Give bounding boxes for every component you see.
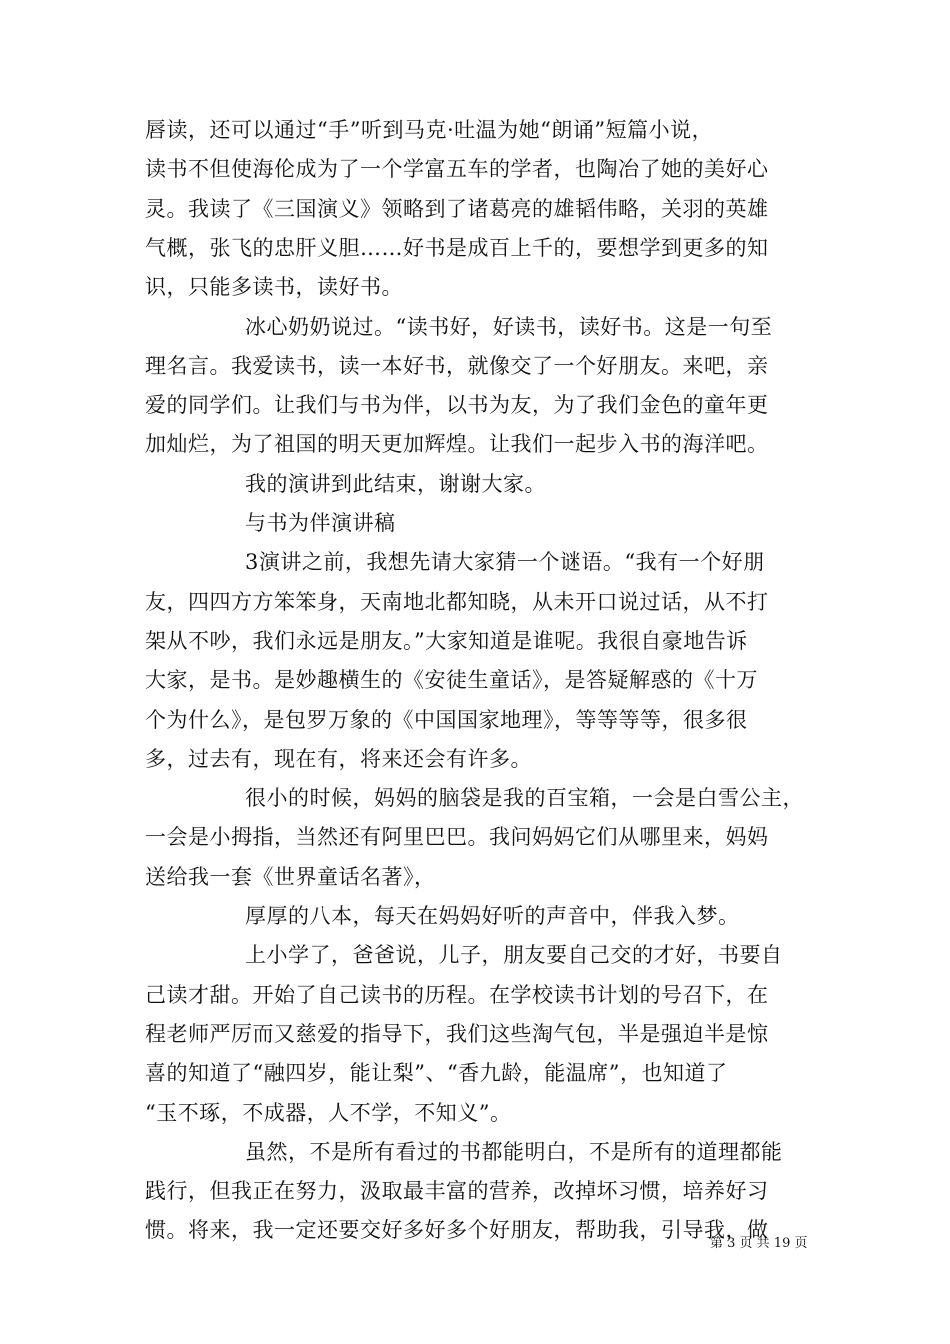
- body-text-line: 大家，是书。是妙趣横生的《安徒生童话》，是答疑解惑的《十万: [145, 668, 758, 692]
- paragraph-first-line: 3演讲之前，我想先请大家猜一个谜语。“我有一个好朋: [245, 550, 765, 574]
- section-title: 与书为伴演讲稿: [245, 511, 396, 535]
- body-text-line: 灵。我读了《三国演义》领略到了诸葛亮的雄韬伟略，关羽的英雄: [145, 197, 769, 221]
- paragraph-first-line: 冰心奶奶说过。“读书好，好读书，读好书。这是一句至: [245, 315, 773, 339]
- body-text-line: 识，只能多读书，读好书。: [145, 275, 403, 299]
- body-text-line: “玉不琢，不成器，人不学，不知义”。: [145, 1101, 512, 1125]
- paragraph-first-line: 很小的时候，妈妈的脑袋是我的百宝箱，一会是白雪公主，: [245, 786, 804, 810]
- body-text-line: 喜的知道了“融四岁，能让梨”、“香九龄，能温席”，也知道了: [145, 1061, 728, 1085]
- paragraph-first-line: 上小学了，爸爸说，儿子，朋友要自己交的才好，书要自: [245, 943, 783, 967]
- body-text-line: 唇读，还可以通过“手”听到马克·吐温为她“朗诵”短篇小说，: [145, 118, 714, 142]
- body-text-line: 己读才甜。开始了自己读书的历程。在学校读书计划的号召下，在: [145, 983, 769, 1007]
- body-text-line: 架从不吵，我们永远是朋友。”大家知道是谁呢。我很自豪地告诉: [145, 629, 748, 653]
- body-text-line: 惯。将来，我一定还要交好多好多个好朋友，帮助我，引导我，做: [145, 1218, 769, 1242]
- paragraph-first-line: 虽然，不是所有看过的书都能明白，不是所有的道理都能: [245, 1140, 783, 1164]
- paragraph-first-line: 我的演讲到此结束，谢谢大家。: [245, 472, 546, 496]
- body-text-line: 读书不但使海伦成为了一个学富五车的学者，也陶冶了她的美好心: [145, 157, 769, 181]
- body-text-line: 一会是小拇指，当然还有阿里巴巴。我问妈妈它们从哪里来，妈妈: [145, 825, 769, 849]
- body-text-line: 多，过去有，现在有，将来还会有许多。: [145, 747, 532, 771]
- page-number-footer: 第 3 页 共 19 页: [710, 1236, 808, 1251]
- paragraph-first-line: 厚厚的八本，每天在妈妈好听的声音中，伴我入梦。: [245, 904, 740, 928]
- body-text-line: 理名言。我爱读书，读一本好书，就像交了一个好朋友。来吧，亲: [145, 354, 769, 378]
- body-text-line: 个为什么》，是包罗万象的《中国国家地理》，等等等等，很多很: [145, 708, 748, 732]
- body-text-line: 加灿烂，为了祖国的明天更加辉煌。让我们一起步入书的海洋吧。: [145, 432, 769, 456]
- body-text-line: 气概，张飞的忠肝义胆……好书是成百上千的，要想学到更多的知: [145, 236, 769, 260]
- body-text-line: 程老师严厉而又慈爱的指导下，我们这些淘气包，半是强迫半是惊: [145, 1022, 769, 1046]
- body-text-line: 践行，但我正在努力，汲取最丰富的营养，改掉坏习惯，培养好习: [145, 1179, 769, 1203]
- body-text-line: 友，四四方方笨笨身，天南地北都知晓，从未开口说过话，从不打: [145, 590, 769, 614]
- body-text-line: 送给我一套《世界童话名著》，: [145, 865, 436, 889]
- body-text-line: 爱的同学们。让我们与书为伴，以书为友，为了我们金色的童年更: [145, 393, 769, 417]
